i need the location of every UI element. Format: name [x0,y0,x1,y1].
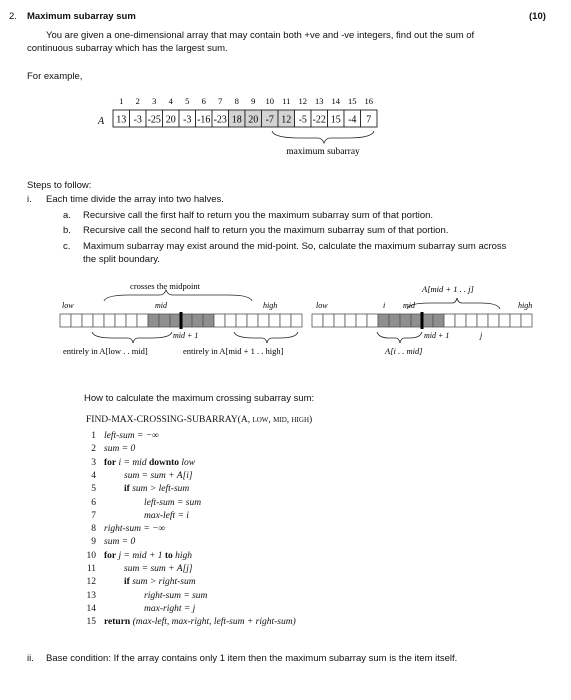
mid-label: mid [155,301,167,310]
step2-text: Base condition: If the array contains only 1 item then the maximum subarray sum is the item itself. [46,653,458,664]
array-index: 8 [234,96,239,106]
algorithm-line-number: 4 [91,470,96,481]
figure-cell [378,314,389,327]
step1-number: i. [27,194,32,205]
figure-cell [334,314,345,327]
algorithm-line-text: if sum > left-sum [124,484,190,495]
figure-cell [466,314,477,327]
array-name: A [98,116,105,127]
algorithm-line-text: max-right = j [144,603,196,614]
figure-cell [291,314,302,327]
figure-cell [214,314,225,327]
figure-cell [203,314,214,327]
crosses-brace [104,290,252,301]
figure-cell [126,314,137,327]
array-index: 4 [168,96,173,106]
figure-cell [477,314,488,327]
algorithm-line-text: sum = sum + A[i] [124,470,193,481]
figure-cell [367,314,378,327]
step-a-label: a. [63,210,71,221]
array-cell-value: 15 [330,114,341,126]
figure-cell [159,314,170,327]
algorithm-line-number: 11 [86,564,96,574]
algorithm-line-number: 13 [86,590,96,601]
algorithm-line-text: right-sum = −∞ [104,524,166,535]
algorithm-line-number: 9 [91,537,96,548]
step-c-label: c. [63,241,71,252]
figure-cell [225,314,236,327]
step-a-text: Recursive call the first half to return you the maximum subarray sum of that portion. [83,210,434,221]
example-label: For example, [27,71,83,82]
algorithm-line-number: 12 [86,577,96,588]
array-index: 11 [282,96,291,106]
algorithm-line-text: left-sum = −∞ [104,431,159,441]
left-array-cells [60,312,302,329]
crosses-midpoint-label: crosses the midpoint [130,281,200,291]
figure-cell [148,314,159,327]
algorithm-intro: How to calculate the maximum crossing subarray sum: [84,393,315,404]
array-index: 15 [348,96,357,106]
figure-cell [93,314,104,327]
array-index: 2 [135,96,140,106]
figure-cell [192,314,203,327]
array-index: 16 [364,96,373,106]
mid-plus-1-label: mid + 1 [173,331,199,340]
left-half-brace [92,332,172,343]
high2-label: high [518,301,533,310]
figure-cell [389,314,400,327]
figure-cell [181,314,192,327]
array-index: 5 [185,96,190,106]
question-description-line1: You are given a one-dimensional array that may contain both +ve and -ve integers, find out the sum of [46,30,475,41]
array-cell-value: -5 [298,114,307,126]
array-cell-value: 18 [231,114,242,126]
question-description-line2: continuous subarray which has the largest sum. [27,43,228,54]
array-index: 7 [218,96,223,106]
algorithm-header: FIND-MAX-CROSSING-SUBARRAY(A, low, mid, high) [86,415,313,425]
right-subarray-label: A[mid + 1 . . j] [422,284,474,294]
algorithm-line-text: if sum > right-sum [124,577,196,588]
figure-cell [71,314,82,327]
array-example-figure [0,90,571,170]
figure-cell [236,314,247,327]
algorithm-line-text: sum = 0 [104,444,136,455]
array-cell-value: -22 [312,114,326,126]
figure-cell [422,314,433,327]
algorithm-line-number: 8 [91,524,96,535]
algorithm-line-text: for i = mid downto low [104,457,196,468]
left-half-label: entirely in A[low . . mid] [63,346,148,356]
algorithm-line-number: 3 [91,457,96,468]
algorithm-line-number: 15 [86,617,96,628]
mid2-label: mid [403,301,415,310]
algorithm-line-text: max-left = i [144,510,189,521]
array-cell-value: -23 [213,114,227,126]
question-number: 2. [9,11,17,22]
array-cell-value: 13 [116,114,127,126]
step2-number: ii. [27,653,34,664]
low2-label: low [316,301,328,310]
algorithm-line-number: 2 [91,444,96,455]
high-label: high [263,301,278,310]
question-title: Maximum subarray sum [27,11,136,22]
figure-cell [499,314,510,327]
algorithm-line-text: sum = sum + A[j] [124,564,193,574]
figure-cell [137,314,148,327]
figure-cell [269,314,280,327]
array-index: 14 [331,96,340,106]
figure-cell [170,314,181,327]
array-cell-value: -3 [183,114,192,126]
j-label: j [480,331,483,340]
array-index: 3 [152,96,157,106]
algorithm-line-text: sum = 0 [104,537,136,548]
maximum-subarray-brace [272,131,374,143]
mid-plus-1-2-label: mid + 1 [424,331,450,340]
i-label: i [383,301,386,310]
step-b-text: Recursive call the second half to return you the maximum subarray sum of that portion. [83,225,449,236]
divide-conquer-figure [0,274,571,366]
figure-cell [356,314,367,327]
step-c-text-line2: the split boundary. [83,254,160,265]
algorithm-line-number: 1 [91,431,96,441]
algorithm-line-text: return (max-left, max-right, left-sum + right-sum) [104,617,296,628]
algorithm-line-number: 7 [91,510,96,521]
algorithm-line-number: 5 [91,484,96,495]
figure-cell [510,314,521,327]
array-cells [113,110,377,127]
algorithm-line-number: 14 [86,603,96,614]
question-marks: (10) [529,11,546,22]
array-index: 6 [201,96,206,106]
figure-cell [444,314,455,327]
figure-cell [323,314,334,327]
figure-cell [258,314,269,327]
step-c-text-line1: Maximum subarray may exist around the mid-point. So, calculate the maximum subarray sum across [83,241,507,252]
figure-cell [345,314,356,327]
figure-cell [60,314,71,327]
array-cell-value: -7 [265,114,274,126]
array-index: 9 [251,96,256,106]
algorithm-line-text: left-sum = sum [144,497,202,508]
array-cell-value: 7 [366,114,372,126]
figure-cell [488,314,499,327]
step-b-label: b. [63,225,71,236]
array-index: 10 [265,96,274,106]
array-cell-value: 12 [281,114,292,126]
array-cell-value: -25 [147,114,161,126]
right-subarray-brace [407,298,500,309]
figure-cell [280,314,291,327]
algorithm-line-number: 10 [86,550,96,561]
figure-cell [104,314,115,327]
algorithm-line-number: 6 [91,497,96,508]
array-index: 1 [119,96,124,106]
array-index: 13 [315,96,324,106]
array-cell-value: -4 [348,114,357,126]
algorithm-line-text: for j = mid + 1 to high [104,550,193,561]
figure-cell [312,314,323,327]
maximum-subarray-label: maximum subarray [286,147,360,157]
right-array-cells [312,312,532,329]
algorithm-line-text: right-sum = sum [144,590,208,601]
low-label: low [62,301,74,310]
figure-cell [433,314,444,327]
figure-cell [411,314,422,327]
array-index: 12 [298,96,307,106]
array-cell-value: 20 [165,114,176,126]
left-subarray-label: A[i . . mid] [385,346,423,356]
figure-cell [82,314,93,327]
figure-cell [400,314,411,327]
figure-cell [247,314,258,327]
step1-text: Each time divide the array into two halves. [46,194,224,205]
array-indices [119,96,373,106]
figure-cell [455,314,466,327]
array-cell-value: -16 [197,114,211,126]
figure-cell [521,314,532,327]
right-half-label: entirely in A[mid + 1 . . high] [183,346,284,356]
array-cell-value: -3 [133,114,142,126]
figure-cell [115,314,126,327]
left-subarray-brace [377,332,422,343]
array-cell-value: 20 [248,114,259,126]
steps-heading: Steps to follow: [27,180,92,191]
right-half-brace [234,332,298,343]
